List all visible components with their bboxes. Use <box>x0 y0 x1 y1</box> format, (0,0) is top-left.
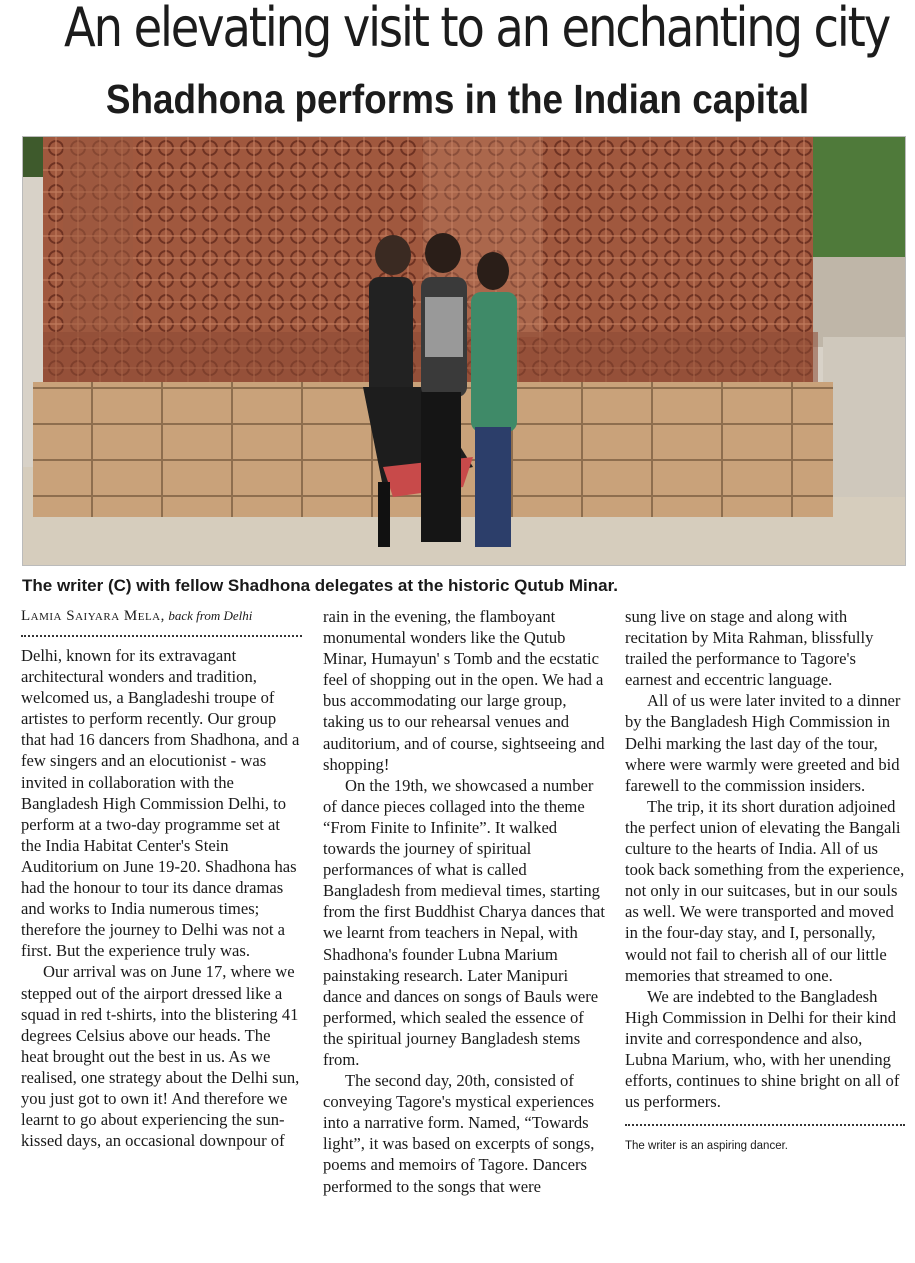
byline-location: back from Delhi <box>168 608 253 623</box>
byline <box>21 606 302 627</box>
paragraph: On the 19th, we showcased a number of dance pieces collaged into the theme “From Finite to Infinite”. It walked towards the journey of spiritual performances of what is called Bangladesh from medieval times, starting from the first Buddhist Charya dances that we learnt from teachers in Nepal, with Shadhona's founder Lubna Marium painstaking research. Later Manipuri dance and dances on songs of Bauls were performed, which sealed the essence of the spiritual journey Bangladesh stems from. <box>323 775 606 1069</box>
paragraph: Delhi, known for its extravagant architectural wonders and tradition, welcomed us, a Bangladeshi troupe of artistes to perform recently. Our group that had 16 dancers from Shadhona, and a few singers and an elocutionist - was invited in collaboration with the Bangladesh High Commission Delhi, to perform at a two-day programme set at the India Habitat Center's Stein Auditorium on June 19-20. Shadhona has had the honour to tour its dance dramas and works to India numerous times; therefore the journey to Delhi was not a first. But the experience truly was. <box>21 646 300 961</box>
subheadline: Shadhona performs in the Indian capital <box>105 76 810 122</box>
column-3 <box>625 606 905 1157</box>
paragraph: rain in the evening, the flamboyant monumental wonders like the Qutub Minar, Humayun' s Tomb and the ecstatic feel of shopping out in the open. We had a bus accommodating our large group, taking us to our rehearsal venues and auditorium, and of course, sightseeing and shopping! <box>323 607 605 774</box>
photo-temple-three-women-icon <box>23 137 906 566</box>
paragraph: All of us were later invited to a dinner by the Bangladesh High Commission in Delhi marking the last day of the tour, where were warmly were greeted and bid farewell to the commission insiders. <box>625 691 901 795</box>
column-1 <box>21 606 302 1151</box>
headline: An elevating visit to an enchanting city <box>64 0 890 59</box>
divider <box>625 1120 905 1126</box>
paragraph: sung live on stage and along with recitation by Mita Rahman, blissfully trailed the performance to Tagore's earnest and eccentric language. <box>625 607 874 690</box>
photo-caption: The writer (C) with fellow Shadhona delegates at the historic Qutub Minar. <box>22 576 619 595</box>
paragraph: We are indebted to the Bangladesh High Commission in Delhi for their kind invite and correspondence and also, Lubna Marium, who, with her unending efforts, continues to shine bright on all of us performers. <box>625 986 900 1112</box>
column-2 <box>323 606 606 1197</box>
article-photo <box>22 136 906 566</box>
paragraph: The trip, it its short duration adjoined the perfect union of elevating the Bangali culture to the hearts of India. All of us took back something from the experience, not only in our suitcases, but in our souls as well. We were transported and moved in the four-day stay, and I, personally, would not fail to cherish all of our little memories that streamed to one. <box>625 796 905 985</box>
paragraph: The second day, 20th, consisted of conveying Tagore's mystical experiences into a narrative form. Named, “Towards light”, it was based on excerpts of songs, poems and memoirs of Tagore. Dancers performed to the songs that were <box>323 1071 595 1196</box>
paragraph: Our arrival was on June 17, where we stepped out of the airport dressed like a squad in red t-shirts, into the blistering 41 degrees Celsius above our heads. The heat brought out the best in us. As we realised, one strategy about the Delhi sun, you just got to own it! And therefore we learnt to go about experiencing the sun-kissed days, an occasional downpour of <box>21 962 300 1151</box>
divider <box>21 629 302 637</box>
byline-name: Lamia Saiyara Mela, <box>21 608 165 624</box>
author-note: The writer is an aspiring dancer. <box>625 1140 788 1153</box>
